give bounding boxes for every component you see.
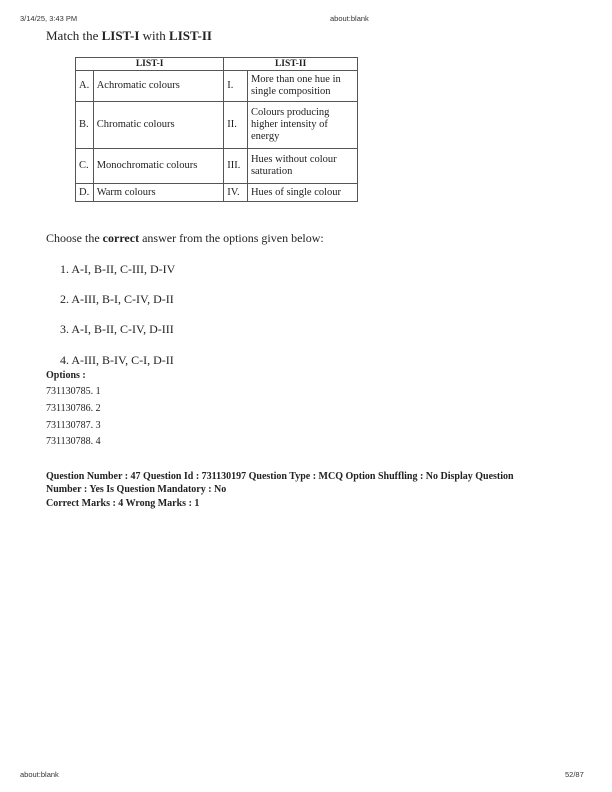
row-number: II. <box>224 102 248 149</box>
option-id-3: 731130787. 3 <box>46 420 101 431</box>
print-footer-url: about:blank <box>20 770 59 779</box>
list-2-item: More than one hue in single composition <box>247 71 357 102</box>
list-2-header: LIST-II <box>224 58 358 71</box>
answer-choice-1: 1. A-I, B-II, C-III, D-IV <box>60 262 176 276</box>
title-prefix: Match the <box>46 28 102 43</box>
answer-choice-2: 2. A-III, B-I, C-IV, D-II <box>60 292 174 306</box>
row-number: III. <box>224 149 248 184</box>
list-1-item: Chromatic colours <box>93 102 224 149</box>
row-letter: A. <box>76 71 94 102</box>
table-row <box>76 149 358 184</box>
question-meta-line-2: Number : Yes Is Question Mandatory : No <box>46 484 227 495</box>
answer-choice-4: 4. A-III, B-IV, C-I, D-II <box>60 353 174 367</box>
instruction-text <box>46 231 324 246</box>
title-mid: with <box>139 28 170 43</box>
match-table <box>75 57 358 202</box>
title-list-2: LIST-II <box>169 28 212 43</box>
question-meta-line-3: Correct Marks : 4 Wrong Marks : 1 <box>46 498 200 509</box>
options-label: Options : <box>46 370 86 381</box>
list-1-header: LIST-I <box>76 58 224 71</box>
row-letter: B. <box>76 102 94 149</box>
instruction-suffix: answer from the options given below: <box>139 231 324 245</box>
option-id-4: 731130788. 4 <box>46 436 101 447</box>
list-1-item: Achromatic colours <box>93 71 224 102</box>
print-datetime: 3/14/25, 3:43 PM <box>20 14 78 23</box>
option-id-2: 731130786. 2 <box>46 403 101 414</box>
table-row <box>76 184 358 202</box>
row-letter: D. <box>76 184 94 202</box>
list-1-item: Warm colours <box>93 184 224 202</box>
row-number: IV. <box>224 184 248 202</box>
list-2-item: Hues of single colour <box>247 184 357 202</box>
print-page-number: 52/87 <box>565 770 584 779</box>
table-header-row <box>76 58 358 71</box>
question-meta-line-1: Question Number : 47 Question Id : 731130197 Question Type : MCQ Option Shuffling : No Display Question <box>46 471 514 482</box>
instruction-bold: correct <box>102 231 140 245</box>
list-2-item: Hues without colour saturation <box>247 149 357 184</box>
question-title <box>46 28 212 44</box>
print-page-title: about:blank <box>330 14 369 23</box>
table-row <box>76 71 358 102</box>
list-1-item: Monochromatic colours <box>93 149 224 184</box>
instruction-prefix: Choose the <box>46 231 103 245</box>
table-row <box>76 102 358 149</box>
answer-choice-3: 3. A-I, B-II, C-IV, D-III <box>60 322 174 336</box>
title-list-1: LIST-I <box>101 28 140 43</box>
row-letter: C. <box>76 149 94 184</box>
row-number: I. <box>224 71 248 102</box>
option-id-1: 731130785. 1 <box>46 386 101 397</box>
list-2-item: Colours producing higher intensity of energy <box>247 102 357 149</box>
